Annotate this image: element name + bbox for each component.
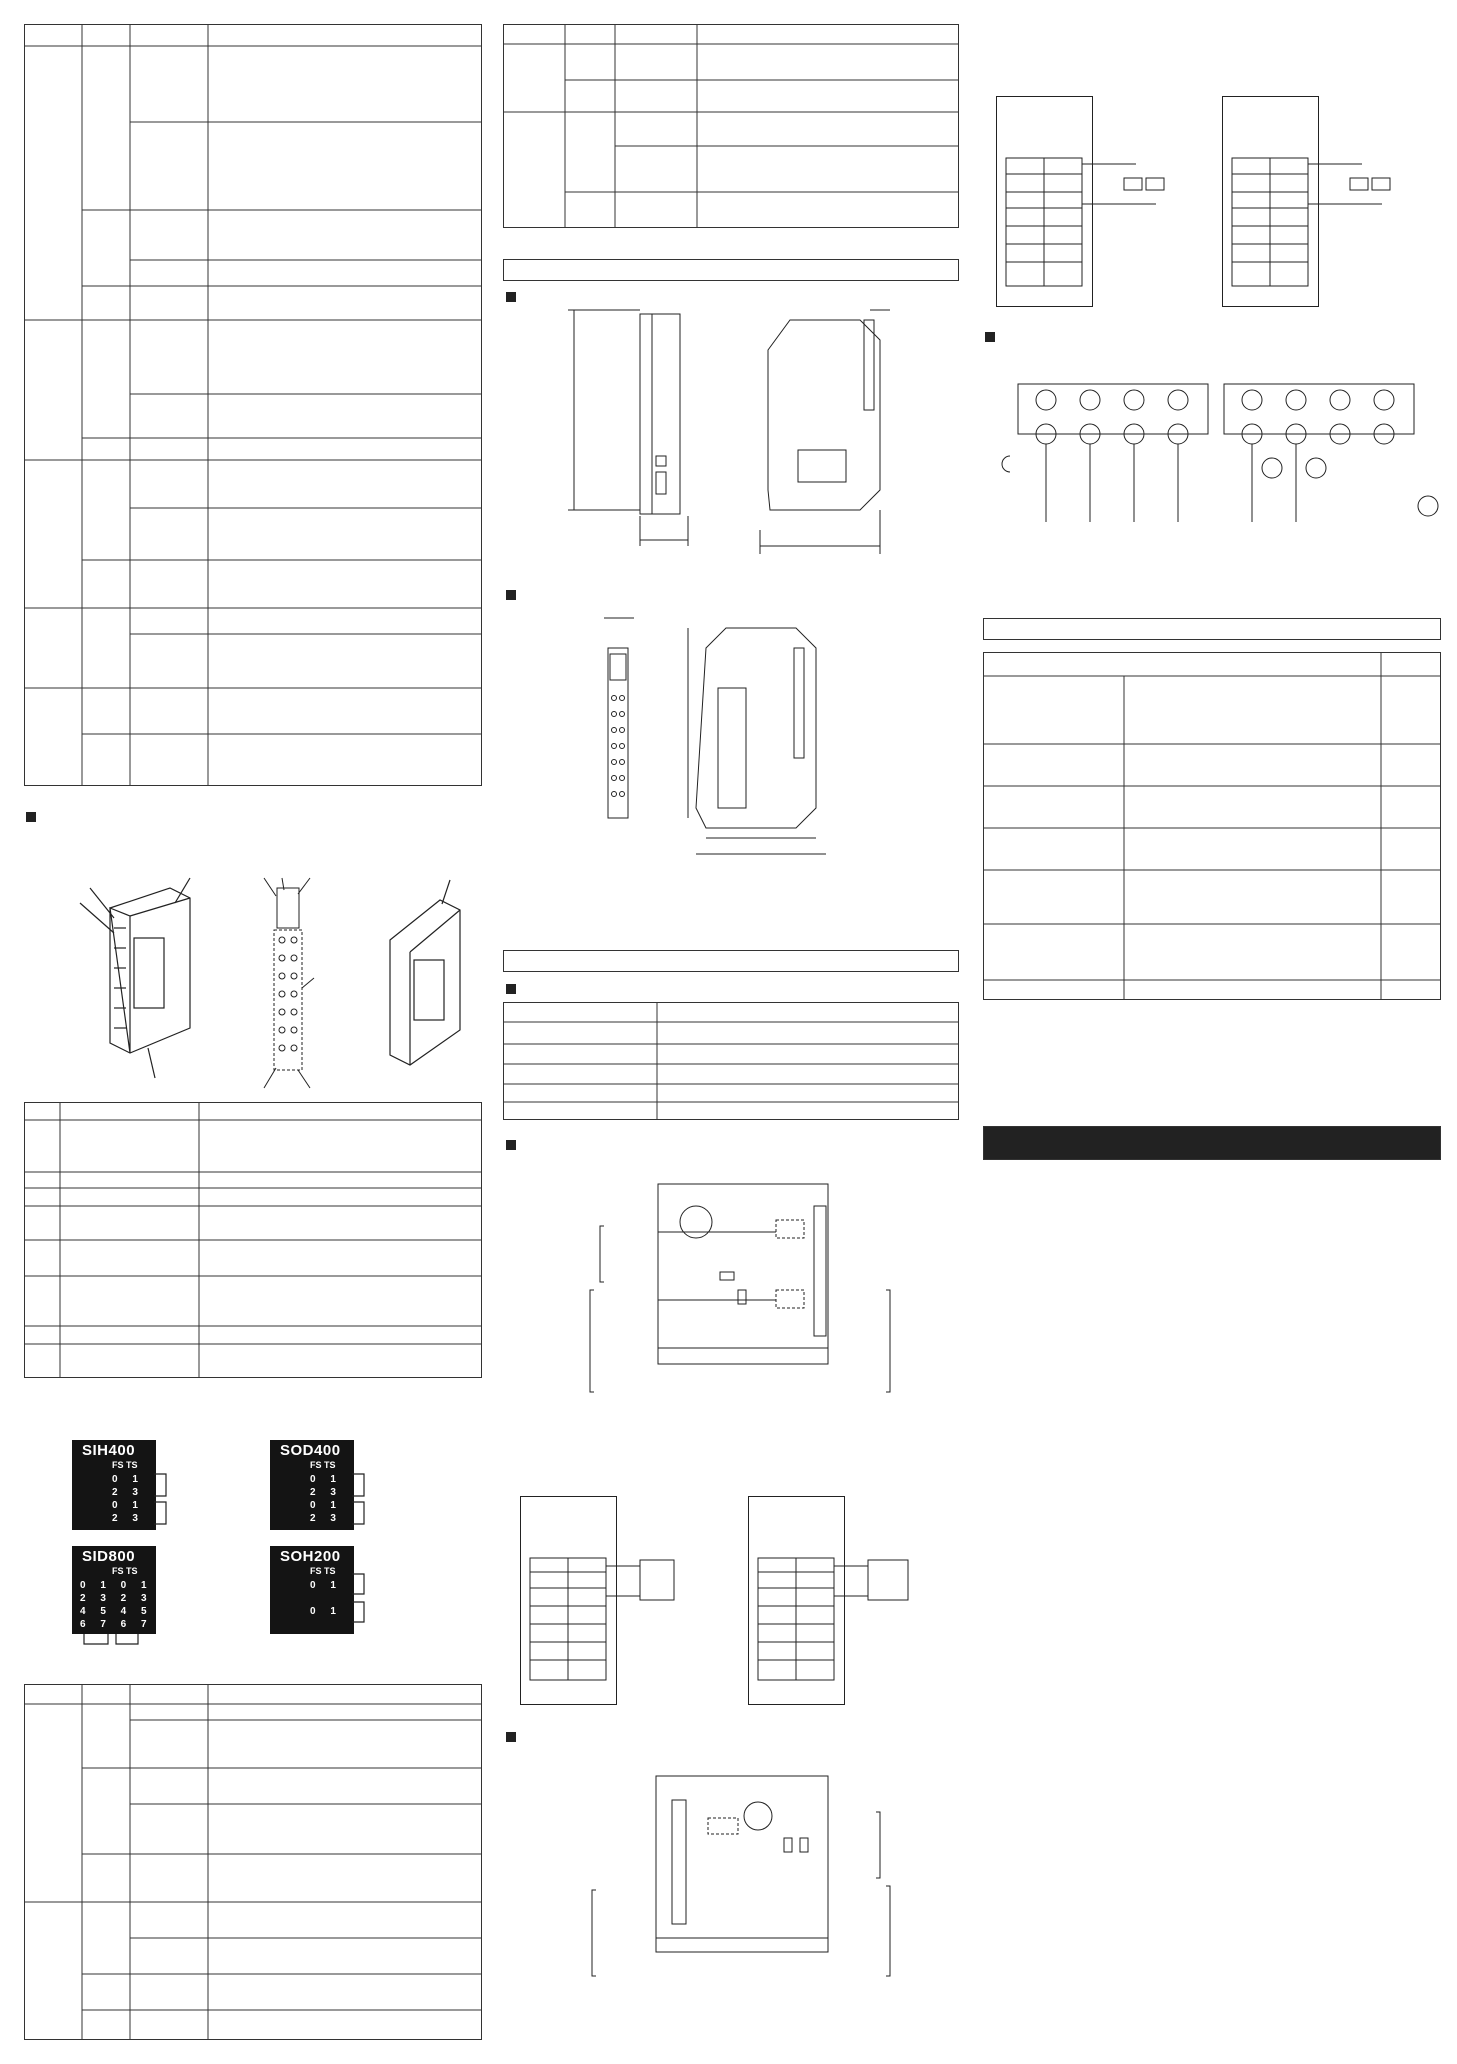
dimension-drawing-terminal-side <box>676 628 836 858</box>
panel-row: 4 5 4 5 <box>80 1606 153 1617</box>
panel-title: SOH200 <box>280 1548 341 1565</box>
panel-row: 0 1 <box>310 1580 342 1591</box>
dark-footer-bar <box>983 1126 1441 1160</box>
terminal-wiring-example <box>988 382 1428 532</box>
status-panel-sid800 <box>72 1546 156 1634</box>
dimension-drawing-side <box>760 310 900 550</box>
status-panel-soh200 <box>270 1546 354 1634</box>
wiring-diagram-c <box>996 96 1176 310</box>
panel-row: 2 3 <box>310 1487 342 1498</box>
panel-row: 2 3 <box>112 1487 144 1498</box>
panel-row: 0 1 0 1 <box>80 1580 153 1591</box>
panel-row: 0 1 <box>112 1474 144 1485</box>
section-bullet <box>26 812 36 822</box>
panel-row: 0 1 <box>310 1500 342 1511</box>
panel-header: FS TS <box>112 1460 138 1470</box>
terminal-block-illustration <box>262 878 322 1088</box>
section-heading-bar <box>983 618 1441 640</box>
panel-row: 2 3 <box>112 1513 144 1524</box>
panel-row: 0 1 <box>310 1606 342 1617</box>
section-bullet <box>506 984 516 994</box>
panel-header: FS TS <box>310 1460 336 1470</box>
section-bullet <box>506 1140 516 1150</box>
section-heading-bar <box>503 950 959 972</box>
panel-bracket <box>154 1472 174 1530</box>
spec-table-1 <box>24 24 482 786</box>
panel-title: SIH400 <box>82 1442 136 1459</box>
dimension-drawing-front <box>560 306 690 546</box>
panel-row: 0 1 <box>310 1474 342 1485</box>
section-bullet <box>506 1732 516 1742</box>
wiring-diagram-a <box>520 1496 680 1706</box>
section-bullet <box>506 590 516 600</box>
spec-table-top-middle <box>503 24 959 228</box>
panel-row: 2 3 <box>310 1513 342 1524</box>
dimension-drawing-terminal <box>604 614 634 824</box>
status-panel-sod400 <box>270 1440 354 1530</box>
panel-title: SID800 <box>82 1548 136 1565</box>
power-spec-table <box>503 1002 959 1120</box>
input-circuit-diagram <box>590 1180 900 1400</box>
status-panel-sih400 <box>72 1440 156 1530</box>
section-heading-bar <box>503 259 959 281</box>
section-bullet <box>506 292 516 302</box>
compliance-table <box>983 652 1441 1000</box>
panel-title: SOD400 <box>280 1442 341 1459</box>
unit-illustration-side <box>380 880 480 1080</box>
panel-header: FS TS <box>112 1566 138 1576</box>
panel-bracket <box>352 1572 372 1628</box>
panel-header: FS TS <box>310 1566 336 1576</box>
output-circuit-diagram <box>590 1772 900 1982</box>
indicator-table <box>24 1102 482 1378</box>
panel-row: 2 3 2 3 <box>80 1593 153 1604</box>
section-bullet <box>985 332 995 342</box>
wiring-diagram-b <box>748 1496 918 1706</box>
panel-bracket <box>352 1472 372 1530</box>
panel-bracket <box>82 1634 142 1648</box>
panel-row: 6 7 6 7 <box>80 1619 153 1630</box>
spec-table-3 <box>24 1684 482 2040</box>
wiring-diagram-d <box>1222 96 1402 310</box>
panel-row: 0 1 <box>112 1500 144 1511</box>
unit-illustration-front <box>70 878 210 1078</box>
